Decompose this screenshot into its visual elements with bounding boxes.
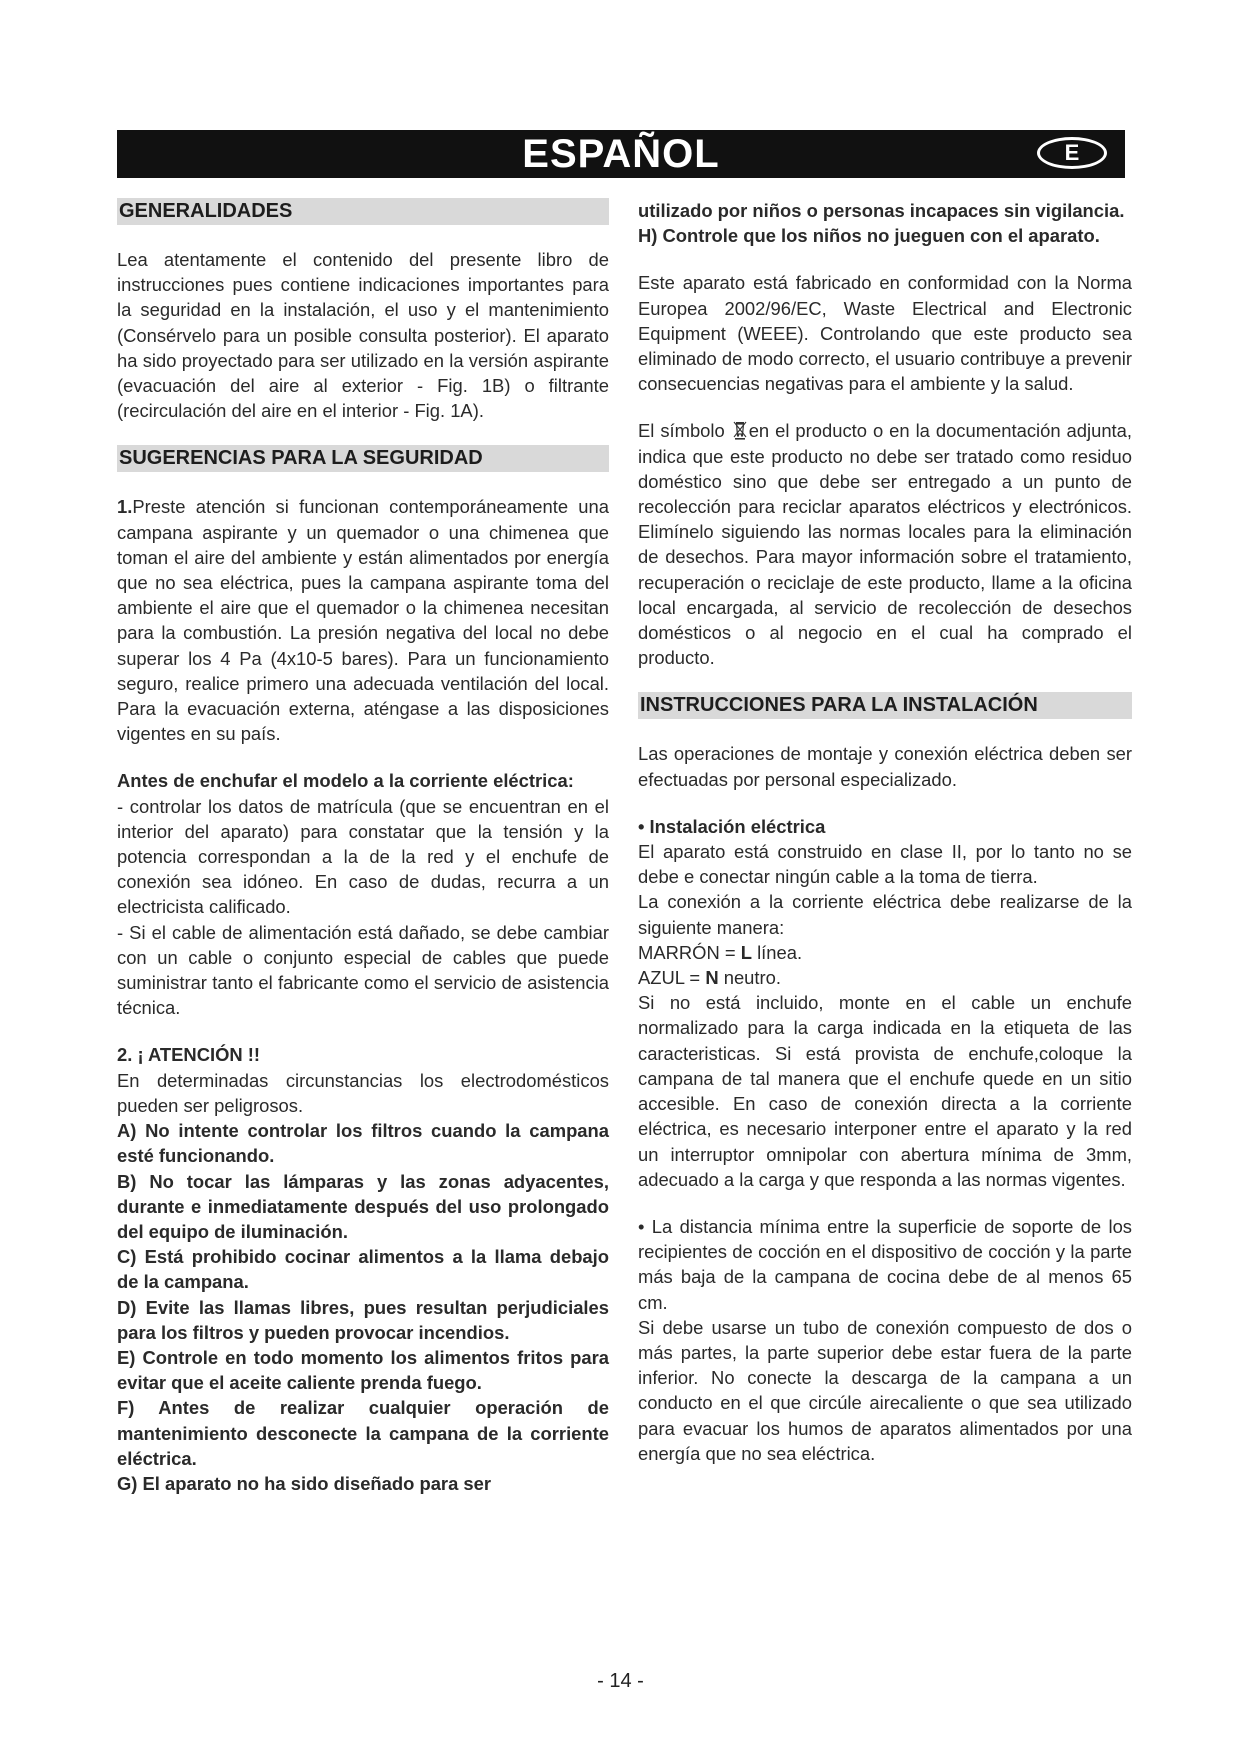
wire-brown-line <box>638 940 1132 965</box>
symbol-intro: El símbolo <box>638 420 725 442</box>
warning-item-h: H) Controle que los niños no jueguen con el aparato. <box>638 225 1100 247</box>
symbol-description: en el producto o en la documentación adjunta, indica que este producto no debe ser tratado como residuo doméstico sino que debe ser entregado a un punto de recolección para reciclar aparatos eléctricos y electrónicos. Elimínelo siguiendo las normas locales para la eliminación de desechos. Para mayor información sobre el tratamiento, recuperación o reciclaje de este producto, llame a la oficina local encargada, al servicio de recolección de desechos domésticos o al negocio en el cual ha comprado el producto. <box>638 420 1132 669</box>
section-heading-generalidades: GENERALIDADES <box>117 198 609 225</box>
atencion-heading: 2. ¡ ATENCIÓN !! <box>117 1044 261 1066</box>
antes-paragraph-2: - Si el cable de alimentación está dañado, se debe cambiar con un cable o conjunto especial de cables que puede suministrar tanto el fabricante como el servicio de asistencia técnica. <box>117 921 609 1019</box>
language-badge: E <box>1037 137 1107 169</box>
wire-blue-label: AZUL = <box>638 967 701 989</box>
section-heading-seguridad: SUGERENCIAS PARA LA SEGURIDAD <box>117 445 609 472</box>
electrical-paragraph-2: La conexión a la corriente eléctrica debe realizarse de la siguiente manera: <box>638 891 1132 938</box>
instalacion-text: Las operaciones de montaje y conexión eléctrica deben ser efectuadas por personal especializado. <box>638 743 1132 790</box>
warning-item-c: C) Está prohibido cocinar alimentos a la llama debajo de la campana. <box>117 1246 609 1293</box>
weee-symbol-paragraph <box>638 418 1132 670</box>
warning-item-e: E) Controle en todo momento los alimentos fritos para evitar que el aceite caliente prenda fuego. <box>117 1346 609 1394</box>
warning-item-g-continued: utilizado por niños o personas incapaces sin vigilancia. <box>638 200 1125 221</box>
section-heading-instalacion: INSTRUCCIONES PARA LA INSTALACIÓN <box>638 692 1132 719</box>
wire-blue-word: neutro. <box>723 967 781 989</box>
page-title: ESPAÑOL <box>522 132 720 176</box>
antes-paragraph-1: - controlar los datos de matrícula (que se encuentran en el interior del aparato) para constatar que la tensión y la potencia correspondan a la de la red y el enchufe de conexión sea idóneo. En caso de dudas, recurra a un electricista calificado. <box>117 795 609 918</box>
warning-item-d: D) Evite las llamas libres, pues resultan perjudiciales para los filtros y pueden provocar incendios. <box>117 1296 609 1343</box>
electrical-install-heading: • Instalación eléctrica <box>638 815 826 837</box>
left-column <box>117 198 609 1496</box>
atencion-text: En determinadas circunstancias los electrodomésticos pueden ser peligrosos. <box>117 1069 609 1116</box>
wire-brown-letter: L <box>740 941 752 963</box>
distance-text: • La distancia mínima entre la superficie de soporte de los recipientes de cocción en el dispositivo de cocción y la parte más baja de la campana de cocina debe de al menos 65 cm. <box>638 1215 1132 1313</box>
electrical-paragraph-1: El aparato está construido en clase II, por lo tanto no se debe e conectar ningún cable a la toma de tierra. <box>638 841 1132 888</box>
warning-item-g: G) El aparato no ha sido diseñado para ser <box>117 1472 492 1494</box>
warning-item-f: F) Antes de realizar cualquier operación de mantenimiento desconecte la campana de la corriente eléctrica. <box>117 1397 609 1469</box>
weee-text: Este aparato está fabricado en conformidad con la Norma Europea 2002/96/EC, Waste Electrical and Electronic Equipment (WEEE). Controlando que este producto sea eliminado de modo correcto, el usuario contribuye a prevenir consecuencias negativas para el ambiente y la salud. <box>638 272 1132 395</box>
tube-text: Si debe usarse un tubo de conexión compuesto de dos o más partes, la parte superior debe estar fuera de la parte inferior. No conecte la descarga de la campana a un conducto en el que circúle airecaliente o que sea utilizado para evacuar los humos de aparatos alimentados por una energía que no sea eléctrica. <box>638 1316 1132 1464</box>
wire-blue-line <box>638 965 1132 990</box>
wire-brown-word: línea. <box>757 941 803 963</box>
warning-item-b: B) No tocar las lámparas y las zonas adyacentes, durante e inmediatamente después del uso prolongado del equipo de iluminación. <box>117 1170 609 1242</box>
page-number: - 14 - <box>597 1670 644 1692</box>
language-header-bar <box>117 130 1125 178</box>
warning-item-a: A) No intente controlar los filtros cuando la campana esté funcionando. <box>117 1120 609 1167</box>
seguridad-paragraph-1 <box>117 494 609 746</box>
right-column <box>638 198 1132 1466</box>
crossed-bin-icon <box>733 420 747 440</box>
item-number: 1. <box>117 496 133 518</box>
generalidades-text: Lea atentamente el contenido del presente libro de instrucciones pues contiene indicaciones importantes para la seguridad en la instalación, el uso y el mantenimiento (Consérvelo para un posible consulta posterior). El aparato ha sido proyectado para ser utilizado en la versión aspirante (evacuación del aire al exterior - Fig. 1B) o filtrante (recirculación del aire en el interior - Fig. 1A). <box>117 249 609 422</box>
wire-brown-label: MARRÓN = <box>638 941 736 963</box>
wire-blue-letter: N <box>705 967 719 989</box>
antes-heading: Antes de enchufar el modelo a la corriente eléctrica: <box>117 770 574 792</box>
electrical-paragraph-3: Si no está incluido, monte en el cable un enchufe normalizado para la carga indicada en la etiqueta de las caracteristicas. Si está provista de enchufe,coloque la campana de tal manera que el enchufe quede en un sitio accesible. En caso de conexión directa a la corriente eléctrica, es necesario interponer entre el aparato y la red un interruptor omnipolar con abertura mínima de 3mm, adecuado a la carga y que responda a las normas vigentes. <box>638 992 1132 1190</box>
seguridad-text: Preste atención si funcionan contemporáneamente una campana aspirante y un quemador o una chimenea que toman el aire del ambiente y están alimentados por energía que no sea eléctrica, pues la campana aspirante toma del ambiente el aire que el quemador o la chimenea necesitan para la combustión. La presión negativa del local no debe superar los 4 Pa (4x10-5 bares). Para un funcionamiento seguro, realice primero una adecuada ventilación del local. Para la evacuación externa, aténgase a las disposiciones vigentes en su país. <box>117 496 609 745</box>
